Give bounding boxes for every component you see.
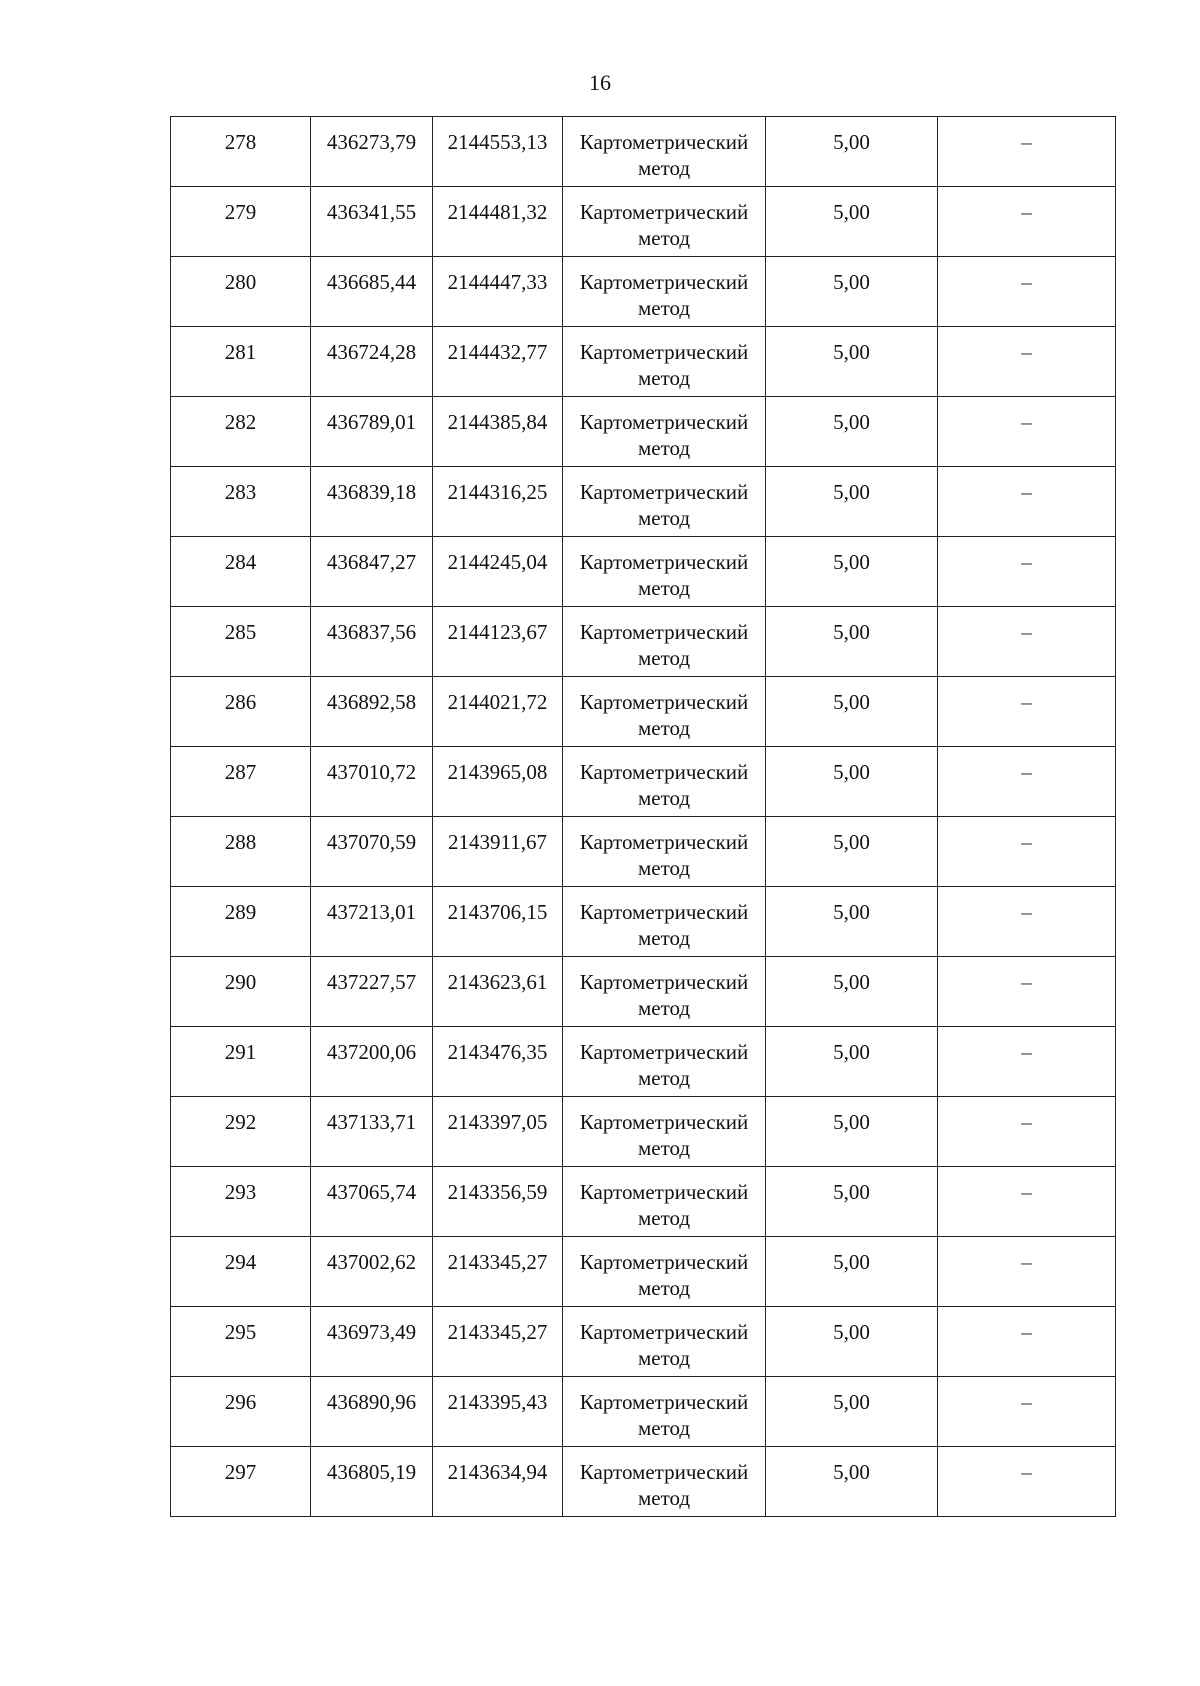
- y-coordinate-cell: 2143634,94: [433, 1447, 563, 1517]
- y-coordinate-cell: 2144021,72: [433, 677, 563, 747]
- precision-cell: 5,00: [766, 1237, 938, 1307]
- y-coordinate-cell: 2143476,35: [433, 1027, 563, 1097]
- method-cell: Картометрический метод: [563, 887, 766, 957]
- method-cell: Картометрический метод: [563, 1307, 766, 1377]
- y-coordinate-cell: 2143397,05: [433, 1097, 563, 1167]
- description-cell: –: [938, 1377, 1116, 1447]
- table-row: [171, 1307, 1116, 1377]
- method-cell: Картометрический метод: [563, 537, 766, 607]
- y-coordinate-cell: 2143706,15: [433, 887, 563, 957]
- description-cell: –: [938, 117, 1116, 187]
- method-cell: Картометрический метод: [563, 1097, 766, 1167]
- x-coordinate-cell: 437010,72: [311, 747, 433, 817]
- description-cell: –: [938, 187, 1116, 257]
- x-coordinate-cell: 436341,55: [311, 187, 433, 257]
- page-number: 16: [589, 70, 611, 95]
- y-coordinate-cell: 2143356,59: [433, 1167, 563, 1237]
- precision-cell: 5,00: [766, 677, 938, 747]
- precision-cell: 5,00: [766, 747, 938, 817]
- y-coordinate-cell: 2143345,27: [433, 1307, 563, 1377]
- description-cell: –: [938, 327, 1116, 397]
- method-cell: Картометрический метод: [563, 1447, 766, 1517]
- description-cell: –: [938, 1027, 1116, 1097]
- precision-cell: 5,00: [766, 327, 938, 397]
- x-coordinate-cell: 436805,19: [311, 1447, 433, 1517]
- point-number-cell: 288: [171, 817, 311, 887]
- x-coordinate-cell: 437065,74: [311, 1167, 433, 1237]
- x-coordinate-cell: 436789,01: [311, 397, 433, 467]
- x-coordinate-cell: 437213,01: [311, 887, 433, 957]
- table-row: [171, 887, 1116, 957]
- precision-cell: 5,00: [766, 187, 938, 257]
- method-cell: Картометрический метод: [563, 1377, 766, 1447]
- table-row: [171, 957, 1116, 1027]
- table-row: [171, 1027, 1116, 1097]
- precision-cell: 5,00: [766, 1447, 938, 1517]
- table-row: [171, 187, 1116, 257]
- table-row: [171, 537, 1116, 607]
- table-row: [171, 467, 1116, 537]
- point-number-cell: 286: [171, 677, 311, 747]
- y-coordinate-cell: 2143965,08: [433, 747, 563, 817]
- method-cell: Картометрический метод: [563, 257, 766, 327]
- x-coordinate-cell: 436839,18: [311, 467, 433, 537]
- table-row: [171, 1237, 1116, 1307]
- table-row: [171, 677, 1116, 747]
- x-coordinate-cell: 436685,44: [311, 257, 433, 327]
- x-coordinate-cell: 437227,57: [311, 957, 433, 1027]
- point-number-cell: 294: [171, 1237, 311, 1307]
- precision-cell: 5,00: [766, 1097, 938, 1167]
- table-row: [171, 257, 1116, 327]
- point-number-cell: 290: [171, 957, 311, 1027]
- point-number-cell: 295: [171, 1307, 311, 1377]
- point-number-cell: 292: [171, 1097, 311, 1167]
- precision-cell: 5,00: [766, 117, 938, 187]
- method-cell: Картометрический метод: [563, 747, 766, 817]
- description-cell: –: [938, 747, 1116, 817]
- y-coordinate-cell: 2144481,32: [433, 187, 563, 257]
- description-cell: –: [938, 677, 1116, 747]
- table-row: [171, 1097, 1116, 1167]
- method-cell: Картометрический метод: [563, 117, 766, 187]
- precision-cell: 5,00: [766, 257, 938, 327]
- table-row: [171, 1167, 1116, 1237]
- description-cell: –: [938, 817, 1116, 887]
- y-coordinate-cell: 2144123,67: [433, 607, 563, 677]
- coordinates-table-body: [171, 117, 1116, 1517]
- precision-cell: 5,00: [766, 397, 938, 467]
- precision-cell: 5,00: [766, 537, 938, 607]
- precision-cell: 5,00: [766, 607, 938, 677]
- precision-cell: 5,00: [766, 887, 938, 957]
- coordinates-table: [170, 116, 1116, 1517]
- precision-cell: 5,00: [766, 1027, 938, 1097]
- description-cell: –: [938, 607, 1116, 677]
- description-cell: –: [938, 1447, 1116, 1517]
- point-number-cell: 289: [171, 887, 311, 957]
- method-cell: Картометрический метод: [563, 1027, 766, 1097]
- description-cell: –: [938, 1167, 1116, 1237]
- description-cell: –: [938, 957, 1116, 1027]
- y-coordinate-cell: 2143623,61: [433, 957, 563, 1027]
- point-number-cell: 291: [171, 1027, 311, 1097]
- method-cell: Картометрический метод: [563, 817, 766, 887]
- x-coordinate-cell: 437002,62: [311, 1237, 433, 1307]
- method-cell: Картометрический метод: [563, 327, 766, 397]
- x-coordinate-cell: 437070,59: [311, 817, 433, 887]
- y-coordinate-cell: 2144316,25: [433, 467, 563, 537]
- point-number-cell: 279: [171, 187, 311, 257]
- description-cell: –: [938, 537, 1116, 607]
- description-cell: –: [938, 397, 1116, 467]
- method-cell: Картометрический метод: [563, 397, 766, 467]
- point-number-cell: 296: [171, 1377, 311, 1447]
- point-number-cell: 285: [171, 607, 311, 677]
- y-coordinate-cell: 2144432,77: [433, 327, 563, 397]
- table-row: [171, 1447, 1116, 1517]
- method-cell: Картометрический метод: [563, 187, 766, 257]
- method-cell: Картометрический метод: [563, 467, 766, 537]
- table-row: [171, 397, 1116, 467]
- method-cell: Картометрический метод: [563, 1237, 766, 1307]
- y-coordinate-cell: 2144553,13: [433, 117, 563, 187]
- y-coordinate-cell: 2143911,67: [433, 817, 563, 887]
- table-row: [171, 1377, 1116, 1447]
- description-cell: –: [938, 887, 1116, 957]
- point-number-cell: 281: [171, 327, 311, 397]
- point-number-cell: 282: [171, 397, 311, 467]
- precision-cell: 5,00: [766, 467, 938, 537]
- x-coordinate-cell: 437200,06: [311, 1027, 433, 1097]
- x-coordinate-cell: 436724,28: [311, 327, 433, 397]
- description-cell: –: [938, 257, 1116, 327]
- description-cell: –: [938, 1237, 1116, 1307]
- x-coordinate-cell: 436847,27: [311, 537, 433, 607]
- precision-cell: 5,00: [766, 957, 938, 1027]
- point-number-cell: 287: [171, 747, 311, 817]
- description-cell: –: [938, 1097, 1116, 1167]
- x-coordinate-cell: 437133,71: [311, 1097, 433, 1167]
- y-coordinate-cell: 2143395,43: [433, 1377, 563, 1447]
- y-coordinate-cell: 2144385,84: [433, 397, 563, 467]
- x-coordinate-cell: 436890,96: [311, 1377, 433, 1447]
- precision-cell: 5,00: [766, 1377, 938, 1447]
- method-cell: Картометрический метод: [563, 957, 766, 1027]
- x-coordinate-cell: 436973,49: [311, 1307, 433, 1377]
- table-row: [171, 117, 1116, 187]
- precision-cell: 5,00: [766, 1167, 938, 1237]
- table-row: [171, 607, 1116, 677]
- point-number-cell: 283: [171, 467, 311, 537]
- description-cell: –: [938, 1307, 1116, 1377]
- x-coordinate-cell: 436273,79: [311, 117, 433, 187]
- y-coordinate-cell: 2143345,27: [433, 1237, 563, 1307]
- description-cell: –: [938, 467, 1116, 537]
- point-number-cell: 284: [171, 537, 311, 607]
- point-number-cell: 297: [171, 1447, 311, 1517]
- precision-cell: 5,00: [766, 817, 938, 887]
- method-cell: Картометрический метод: [563, 1167, 766, 1237]
- x-coordinate-cell: 436837,56: [311, 607, 433, 677]
- point-number-cell: 280: [171, 257, 311, 327]
- table-row: [171, 817, 1116, 887]
- method-cell: Картометрический метод: [563, 677, 766, 747]
- precision-cell: 5,00: [766, 1307, 938, 1377]
- y-coordinate-cell: 2144245,04: [433, 537, 563, 607]
- table-row: [171, 747, 1116, 817]
- x-coordinate-cell: 436892,58: [311, 677, 433, 747]
- point-number-cell: 278: [171, 117, 311, 187]
- table-row: [171, 327, 1116, 397]
- point-number-cell: 293: [171, 1167, 311, 1237]
- method-cell: Картометрический метод: [563, 607, 766, 677]
- y-coordinate-cell: 2144447,33: [433, 257, 563, 327]
